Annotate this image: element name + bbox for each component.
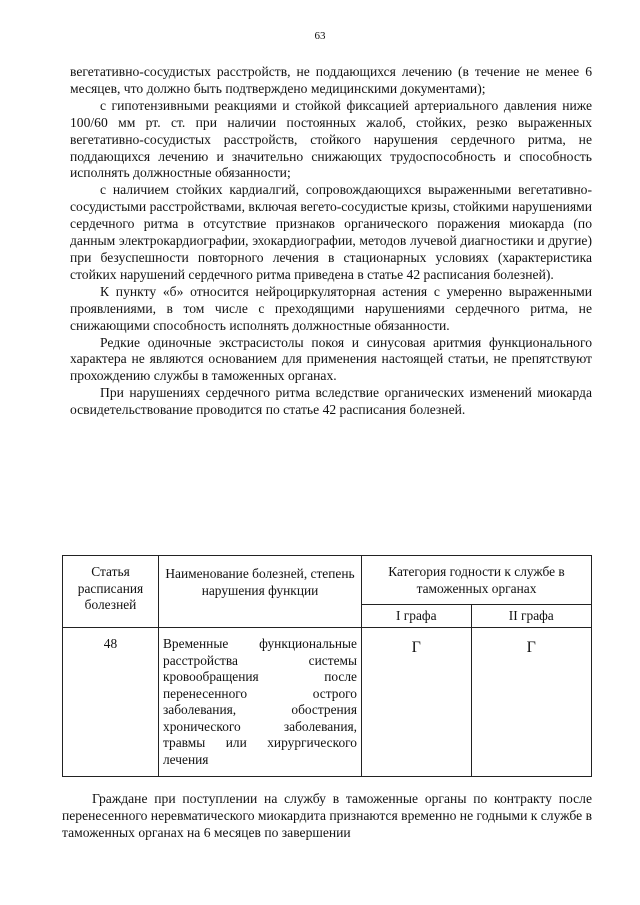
header-column-1: I графа [362, 605, 472, 628]
paragraph: Граждане при поступлении на службу в таможенные органы по контракту после перенесенного неревматического миокардита признаются временно не годными к службе в таможенных органах на 6 месяцев по завершении [62, 791, 592, 840]
paragraph: с наличием стойких кардиалгий, сопровождающихся выраженными вегетативно-сосудистыми расстройствами, включая вегето-сосудистые кризы, стойкими нарушениями сердечного ритма в отсутствие признаков органического поражения миокарда (по данным электрокардиографии, эхокардиографии, методов лучевой диагностики и другие) при безуспешности повторного лечения в стационарных условиях (характеристика стойких нарушений сердечного ритма приведена в статье 42 расписания болезней). [70, 182, 592, 282]
article-number: 48 [63, 628, 159, 777]
category-column-1: Г [362, 628, 472, 777]
header-article: Статья расписания болезней [63, 556, 159, 628]
body-text [70, 64, 592, 419]
header-column-2: II графа [471, 605, 592, 628]
paragraph: К пункту «б» относится нейроциркуляторная астения с умеренно выраженными проявлениями, в том числе с преходящими нарушениями сердечного ритма, не снижающими способность исполнять должностные обязанности. [70, 283, 592, 333]
page-number: 63 [314, 30, 326, 42]
tail-text [62, 790, 592, 841]
header-category: Категория годности к службе в таможенных органах [362, 556, 592, 605]
paragraph: с гипотензивными реакциями и стойкой фиксацией артериального давления ниже 100/60 мм рт. ст. при наличии постоянных жалоб, стойких, резко выраженных вегетативно-сосудистых расстройств, стойкого нарушения сердечного ритма, не поддающихся лечению и значительно снижающих трудоспособность и способность исполнять должностные обязанности; [70, 97, 592, 181]
paragraph: При нарушениях сердечного ритма вследствие органических изменений миокарда освидетельствование проводится по статье 42 расписания болезней. [70, 385, 592, 418]
fitness-category-table [62, 555, 592, 777]
paragraph: Редкие одиночные экстрасистолы покоя и синусовая аритмия функционального характера не являются основанием для применения настоящей статьи, не препятствуют прохождению службы в таможенных органах. [70, 334, 592, 384]
paragraph: вегетативно-сосудистых расстройств, не поддающихся лечению (в течение не менее 6 месяцев, что должно быть подтверждено медицинскими документами); [70, 64, 592, 96]
category-column-2: Г [471, 628, 592, 777]
table-header-row [63, 556, 592, 605]
table-row [63, 628, 592, 777]
disease-description: Временные функциональные расстройства системы кровообращения после перенесенного острого заболевания, обострения хронического заболевания, травмы или хирургического лечения [159, 628, 362, 777]
header-disease: Наименование болезней, степень нарушения функции [159, 556, 362, 628]
